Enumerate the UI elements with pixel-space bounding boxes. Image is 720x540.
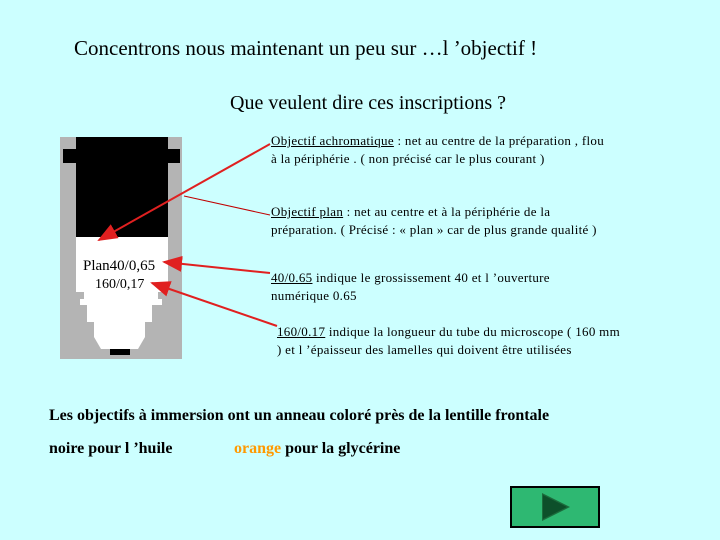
oil-text: noire pour l ’huile [49,440,173,457]
immersion-text: Les objectifs à immersion ont un anneau coloré près de la lentille frontale [49,407,550,424]
arrow-tube-length [152,283,277,326]
objective-inscription-line1: Plan40/0,65 [83,258,156,274]
note-achromatic: Objectif achromatique : net au centre de la préparation , flou à la périphérie . ( non précisé car le plus courant ) [271,133,604,166]
slide-title: Concentrons nous maintenant un peu sur …l ’objectif ! [74,36,538,60]
note-plan: Objectif plan : net au centre et à la périphérie de la préparation. ( Précisé : « plan » car de plus grande qualité ) [271,204,597,237]
arrow-achromatic [99,144,270,240]
glycerin-text: orange pour la glycérine [234,440,401,457]
next-slide-button[interactable] [510,486,600,528]
line-plan [184,196,270,215]
note-tube-length: 160/0.17 indique la longueur du tube du microscope ( 160 mm ) et l ’épaisseur des lamelles qui doivent être utilisées [277,324,621,357]
objective-inscription-line2: 160/0,17 [95,277,145,292]
arrow-magnification [164,262,270,273]
note-magnification: 40/0.65 indique le grossissement 40 et l ’ouverture numérique 0.65 [271,270,550,303]
slide-subtitle: Que veulent dire ces inscriptions ? [230,92,507,114]
play-right-icon [512,488,598,526]
